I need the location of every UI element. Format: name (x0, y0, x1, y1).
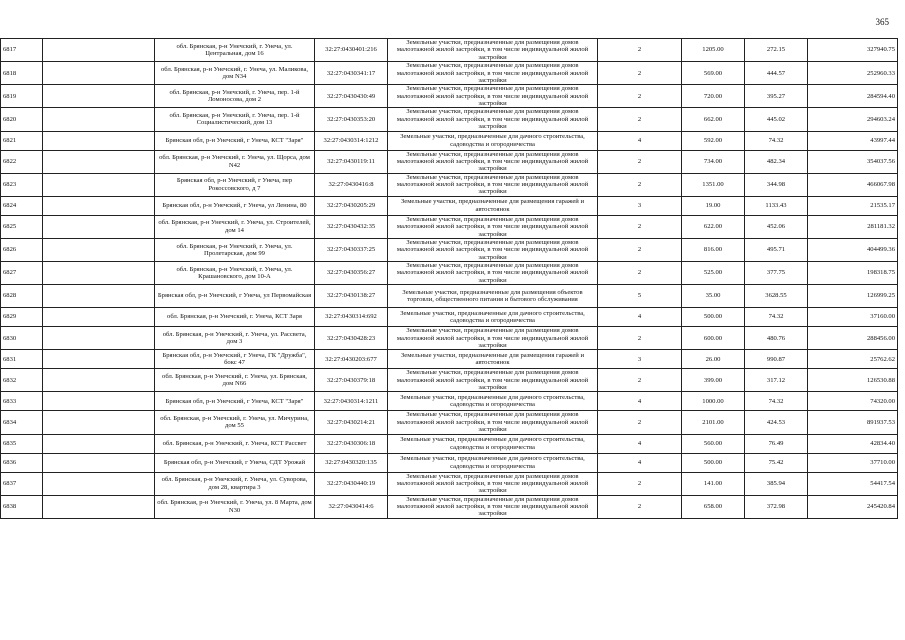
row-number: 6826 (1, 238, 43, 261)
row-number: 6822 (1, 150, 43, 173)
area-cell: 500.00 (682, 308, 745, 327)
group-number-cell: 4 (598, 434, 682, 453)
row-number: 6824 (1, 196, 43, 215)
cadastral-number-cell: 32:27:0430414:6 (315, 495, 388, 518)
land-use-cell: Земельные участки, предназначенные для размещения домов малоэтажной жилой застройки, в том числе индивидуальной жилой застройки (388, 411, 598, 434)
address-cell: обл. Брянская, р-н Унечский, г. Унеча, ул. Центральная, дом 16 (155, 39, 315, 62)
specific-value-cell: 344.98 (745, 173, 808, 196)
table-row (1, 434, 898, 453)
area-cell: 19.00 (682, 196, 745, 215)
row-number: 6838 (1, 495, 43, 518)
area-cell: 1351.00 (682, 173, 745, 196)
group-number-cell: 5 (598, 285, 682, 308)
cadastral-value-cell: 245420.84 (808, 495, 898, 518)
cadastral-number-cell: 32:27:0430356:27 (315, 262, 388, 285)
land-use-cell: Земельные участки, предназначенные для размещения объектов торговли, общественного питания и бытового обслуживания (388, 285, 598, 308)
land-use-cell: Земельные участки, предназначенные для размещения домов малоэтажной жилой застройки, в том числе индивидуальной жилой застройки (388, 150, 598, 173)
address-cell: обл. Брянская, р-н Унечский, г. Унеча, ул. Крашановского, дом 10-А (155, 262, 315, 285)
spacer-cell (43, 108, 155, 131)
row-number: 6833 (1, 392, 43, 411)
land-use-cell: Земельные участки, предназначенные для размещения домов малоэтажной жилой застройки, в том числе индивидуальной жилой застройки (388, 85, 598, 108)
cadastral-number-cell: 32:27:0430341:17 (315, 62, 388, 85)
row-number: 6823 (1, 173, 43, 196)
land-use-cell: Земельные участки, предназначенные для размещения домов малоэтажной жилой застройки, в том числе индивидуальной жилой застройки (388, 108, 598, 131)
group-number-cell: 2 (598, 327, 682, 350)
land-use-cell: Земельные участки, предназначенные для размещения домов малоэтажной жилой застройки, в том числе индивидуальной жилой застройки (388, 173, 598, 196)
cadastral-number-cell: 32:27:0430416:8 (315, 173, 388, 196)
area-cell: 569.00 (682, 62, 745, 85)
group-number-cell: 2 (598, 108, 682, 131)
table-row (1, 62, 898, 85)
table-row (1, 308, 898, 327)
table-row (1, 238, 898, 261)
address-cell: Брянская обл, р-н Унечский, г Унеча, ГК "Дружба", бокс 47 (155, 350, 315, 369)
table-row (1, 495, 898, 518)
cadastral-number-cell: 32:27:0430337:25 (315, 238, 388, 261)
land-use-cell: Земельные участки, предназначенные для размещения домов малоэтажной жилой застройки, в том числе индивидуальной жилой застройки (388, 215, 598, 238)
row-number: 6829 (1, 308, 43, 327)
land-use-cell: Земельные участки, предназначенные для размещения домов малоэтажной жилой застройки, в том числе индивидуальной жилой застройки (388, 238, 598, 261)
address-cell: Брянская обл, р-н Унечский, г Унеча, пер Рокоссовского, д 7 (155, 173, 315, 196)
table-row (1, 350, 898, 369)
specific-value-cell: 76.49 (745, 434, 808, 453)
table-row (1, 453, 898, 472)
group-number-cell: 2 (598, 472, 682, 495)
table-row (1, 150, 898, 173)
spacer-cell (43, 238, 155, 261)
row-number: 6830 (1, 327, 43, 350)
land-use-cell: Земельные участки, предназначенные для размещения домов малоэтажной жилой застройки, в том числе индивидуальной жилой застройки (388, 495, 598, 518)
address-cell: обл. Брянская, р-н Унечский, г. Унеча, ул. Брянская, дом N66 (155, 369, 315, 392)
row-number: 6834 (1, 411, 43, 434)
cadastral-number-cell: 32:27:0430314:692 (315, 308, 388, 327)
cadastral-number-cell: 32:27:0430314:1212 (315, 131, 388, 150)
specific-value-cell: 317.12 (745, 369, 808, 392)
address-cell: обл. Брянская, р-н Унечский, г. Унеча, КСТ Рассвет (155, 434, 315, 453)
cadastral-number-cell: 32:27:0430440:19 (315, 472, 388, 495)
specific-value-cell: 74.32 (745, 308, 808, 327)
spacer-cell (43, 369, 155, 392)
cadastral-value-cell: 284594.40 (808, 85, 898, 108)
cadastral-number-cell: 32:27:0430379:18 (315, 369, 388, 392)
land-use-cell: Земельные участки, предназначенные для размещения домов малоэтажной жилой застройки, в том числе индивидуальной жилой застройки (388, 327, 598, 350)
specific-value-cell: 1133.43 (745, 196, 808, 215)
address-cell: обл. Брянская, р-н Унечский, г. Унеча, ул. Пролетарская, дом 99 (155, 238, 315, 261)
group-number-cell: 2 (598, 238, 682, 261)
cadastral-number-cell: 32:27:0430430:49 (315, 85, 388, 108)
spacer-cell (43, 350, 155, 369)
cadastral-value-cell: 466067.98 (808, 173, 898, 196)
cadastral-number-cell: 32:27:0430205:29 (315, 196, 388, 215)
cadastral-value-cell: 126999.25 (808, 285, 898, 308)
cadastral-value-cell: 25762.62 (808, 350, 898, 369)
spacer-cell (43, 411, 155, 434)
cadastral-value-cell: 43997.44 (808, 131, 898, 150)
specific-value-cell: 272.15 (745, 39, 808, 62)
area-cell: 560.00 (682, 434, 745, 453)
address-cell: Брянская обл, р-н Унечский, г Унеча, КСТ "Заря" (155, 131, 315, 150)
cadastral-value-cell: 288456.00 (808, 327, 898, 350)
specific-value-cell: 990.87 (745, 350, 808, 369)
spacer-cell (43, 196, 155, 215)
area-cell: 720.00 (682, 85, 745, 108)
table-row (1, 262, 898, 285)
address-cell: Брянская обл, р-н Унечский, г Унеча, СДТ Урожай (155, 453, 315, 472)
cadastral-number-cell: 32:27:0430214:21 (315, 411, 388, 434)
spacer-cell (43, 285, 155, 308)
address-cell: обл. Брянская, р-н Унечский, г. Унеча, ул. Мичурина, дом 55 (155, 411, 315, 434)
table-row (1, 369, 898, 392)
cadastral-value-cell: 294603.24 (808, 108, 898, 131)
land-use-cell: Земельные участки, предназначенные для дачного строительства, садоводства и огородничества (388, 453, 598, 472)
group-number-cell: 4 (598, 453, 682, 472)
row-number: 6831 (1, 350, 43, 369)
area-cell: 1000.00 (682, 392, 745, 411)
cadastral-number-cell: 32:27:0430203:677 (315, 350, 388, 369)
cadastral-number-cell: 32:27:0430428:23 (315, 327, 388, 350)
cadastral-value-cell: 126530.88 (808, 369, 898, 392)
specific-value-cell: 3628.55 (745, 285, 808, 308)
table-row (1, 285, 898, 308)
spacer-cell (43, 495, 155, 518)
table-row (1, 131, 898, 150)
row-number: 6837 (1, 472, 43, 495)
table-row (1, 85, 898, 108)
group-number-cell: 3 (598, 196, 682, 215)
table-row (1, 472, 898, 495)
specific-value-cell: 445.02 (745, 108, 808, 131)
address-cell: обл. Брянская, р-н Унечский, г. Унеча, КСТ Заря (155, 308, 315, 327)
cadastral-number-cell: 32:27:0430306:18 (315, 434, 388, 453)
group-number-cell: 4 (598, 392, 682, 411)
area-cell: 592.00 (682, 131, 745, 150)
spacer-cell (43, 62, 155, 85)
group-number-cell: 2 (598, 85, 682, 108)
land-use-cell: Земельные участки, предназначенные для дачного строительства, садоводства и огородничества (388, 308, 598, 327)
address-cell: обл. Брянская, р-н Унечский, г. Унеча, ул. Суворова, дом 28, квартира 3 (155, 472, 315, 495)
cadastral-number-cell: 32:27:0430401:216 (315, 39, 388, 62)
specific-value-cell: 444.57 (745, 62, 808, 85)
spacer-cell (43, 131, 155, 150)
group-number-cell: 2 (598, 215, 682, 238)
table-row (1, 108, 898, 131)
cadastral-value-cell: 327940.75 (808, 39, 898, 62)
specific-value-cell: 452.06 (745, 215, 808, 238)
group-number-cell: 4 (598, 308, 682, 327)
land-use-cell: Земельные участки, предназначенные для дачного строительства, садоводства и огородничества (388, 131, 598, 150)
area-cell: 658.00 (682, 495, 745, 518)
address-cell: Брянская обл, р-н Унечский, г Унеча, ул Первомайская (155, 285, 315, 308)
address-cell: обл. Брянская, р-н Унечский, г. Унеча, ул. Маликова, дом N34 (155, 62, 315, 85)
land-use-cell: Земельные участки, предназначенные для размещения домов малоэтажной жилой застройки, в том числе индивидуальной жилой застройки (388, 39, 598, 62)
cadastral-number-cell: 32:27:0430314:1211 (315, 392, 388, 411)
cadastral-value-cell: 74320.00 (808, 392, 898, 411)
row-number: 6828 (1, 285, 43, 308)
cadastral-number-cell: 32:27:0430432:35 (315, 215, 388, 238)
table-row (1, 39, 898, 62)
address-cell: обл. Брянская, р-н Унечский, г. Унеча, пер. 1-й Социалистический, дом 13 (155, 108, 315, 131)
area-cell: 35.00 (682, 285, 745, 308)
group-number-cell: 2 (598, 173, 682, 196)
area-cell: 816.00 (682, 238, 745, 261)
spacer-cell (43, 173, 155, 196)
group-number-cell: 3 (598, 350, 682, 369)
address-cell: обл. Брянская, р-н Унечский, г. Унеча, ул. 8 Марта, дом N30 (155, 495, 315, 518)
area-cell: 1205.00 (682, 39, 745, 62)
address-cell: обл. Брянская, р-н Унечский, г. Унеча, ул. Рассвета, дом 3 (155, 327, 315, 350)
row-number: 6818 (1, 62, 43, 85)
area-cell: 399.00 (682, 369, 745, 392)
spacer-cell (43, 472, 155, 495)
spacer-cell (43, 434, 155, 453)
address-cell: обл. Брянская, р-н Унечский, г. Унеча, ул. Строителей, дом 14 (155, 215, 315, 238)
row-number: 6819 (1, 85, 43, 108)
cadastral-value-cell: 42834.40 (808, 434, 898, 453)
cadastral-value-cell: 54417.54 (808, 472, 898, 495)
row-number: 6817 (1, 39, 43, 62)
spacer-cell (43, 215, 155, 238)
land-use-cell: Земельные участки, предназначенные для размещения домов малоэтажной жилой застройки, в том числе индивидуальной жилой застройки (388, 369, 598, 392)
specific-value-cell: 377.75 (745, 262, 808, 285)
area-cell: 600.00 (682, 327, 745, 350)
cadastral-value-cell: 404499.36 (808, 238, 898, 261)
specific-value-cell: 75.42 (745, 453, 808, 472)
area-cell: 141.00 (682, 472, 745, 495)
cadastral-value-cell: 252960.33 (808, 62, 898, 85)
table-row (1, 173, 898, 196)
table-row (1, 411, 898, 434)
spacer-cell (43, 453, 155, 472)
area-cell: 500.00 (682, 453, 745, 472)
group-number-cell: 4 (598, 131, 682, 150)
cadastral-value-cell: 37160.00 (808, 308, 898, 327)
cadastral-number-cell: 32:27:0430138:27 (315, 285, 388, 308)
land-use-cell: Земельные участки, предназначенные для размещения домов малоэтажной жилой застройки, в том числе индивидуальной жилой застройки (388, 262, 598, 285)
spacer-cell (43, 39, 155, 62)
row-number: 6820 (1, 108, 43, 131)
group-number-cell: 2 (598, 39, 682, 62)
row-number: 6835 (1, 434, 43, 453)
row-number: 6821 (1, 131, 43, 150)
specific-value-cell: 495.71 (745, 238, 808, 261)
cadastral-value-cell: 21535.17 (808, 196, 898, 215)
group-number-cell: 2 (598, 369, 682, 392)
row-number: 6825 (1, 215, 43, 238)
land-use-cell: Земельные участки, предназначенные для размещения гаражей и автостоянок (388, 350, 598, 369)
specific-value-cell: 74.32 (745, 131, 808, 150)
cadastral-number-cell: 32:27:0430119:11 (315, 150, 388, 173)
specific-value-cell: 74.32 (745, 392, 808, 411)
land-use-cell: Земельные участки, предназначенные для размещения домов малоэтажной жилой застройки, в том числе индивидуальной жилой застройки (388, 472, 598, 495)
land-use-cell: Земельные участки, предназначенные для размещения гаражей и автостоянок (388, 196, 598, 215)
cadastral-value-cell: 891937.53 (808, 411, 898, 434)
area-cell: 622.00 (682, 215, 745, 238)
specific-value-cell: 395.27 (745, 85, 808, 108)
area-cell: 2101.00 (682, 411, 745, 434)
cadastral-value-cell: 37710.00 (808, 453, 898, 472)
specific-value-cell: 372.98 (745, 495, 808, 518)
cadastral-value-cell: 198318.75 (808, 262, 898, 285)
cadastral-number-cell: 32:27:0430320:135 (315, 453, 388, 472)
address-cell: обл. Брянская, р-н Унечский, г. Унеча, ул. Щорса, дом N42 (155, 150, 315, 173)
specific-value-cell: 385.94 (745, 472, 808, 495)
spacer-cell (43, 85, 155, 108)
table-row (1, 392, 898, 411)
group-number-cell: 2 (598, 495, 682, 518)
spacer-cell (43, 308, 155, 327)
row-number: 6827 (1, 262, 43, 285)
cadastral-value-cell: 281181.32 (808, 215, 898, 238)
specific-value-cell: 424.53 (745, 411, 808, 434)
land-use-cell: Земельные участки, предназначенные для дачного строительства, садоводства и огородничества (388, 434, 598, 453)
cadastral-number-cell: 32:27:0430353:20 (315, 108, 388, 131)
group-number-cell: 2 (598, 62, 682, 85)
area-cell: 734.00 (682, 150, 745, 173)
land-use-cell: Земельные участки, предназначенные для размещения домов малоэтажной жилой застройки, в том числе индивидуальной жилой застройки (388, 62, 598, 85)
spacer-cell (43, 327, 155, 350)
table-row (1, 327, 898, 350)
area-cell: 662.00 (682, 108, 745, 131)
row-number: 6832 (1, 369, 43, 392)
cadastral-value-table (0, 38, 898, 519)
specific-value-cell: 480.76 (745, 327, 808, 350)
area-cell: 26.00 (682, 350, 745, 369)
table-row (1, 196, 898, 215)
address-cell: обл. Брянская, р-н Унечский, г. Унеча, пер. 1-й Ломоносова, дом 2 (155, 85, 315, 108)
specific-value-cell: 482.34 (745, 150, 808, 173)
group-number-cell: 2 (598, 150, 682, 173)
group-number-cell: 2 (598, 262, 682, 285)
spacer-cell (43, 262, 155, 285)
page-number: 365 (875, 17, 889, 27)
area-cell: 525.00 (682, 262, 745, 285)
address-cell: Брянская обл, р-н Унечский, г Унеча, КСТ "Заря" (155, 392, 315, 411)
group-number-cell: 2 (598, 411, 682, 434)
land-use-cell: Земельные участки, предназначенные для дачного строительства, садоводства и огородничества (388, 392, 598, 411)
spacer-cell (43, 150, 155, 173)
table-row (1, 215, 898, 238)
spacer-cell (43, 392, 155, 411)
cadastral-value-cell: 354037.56 (808, 150, 898, 173)
row-number: 6836 (1, 453, 43, 472)
address-cell: Брянская обл, р-н Унечский, г Унеча, ул Ленина, 80 (155, 196, 315, 215)
